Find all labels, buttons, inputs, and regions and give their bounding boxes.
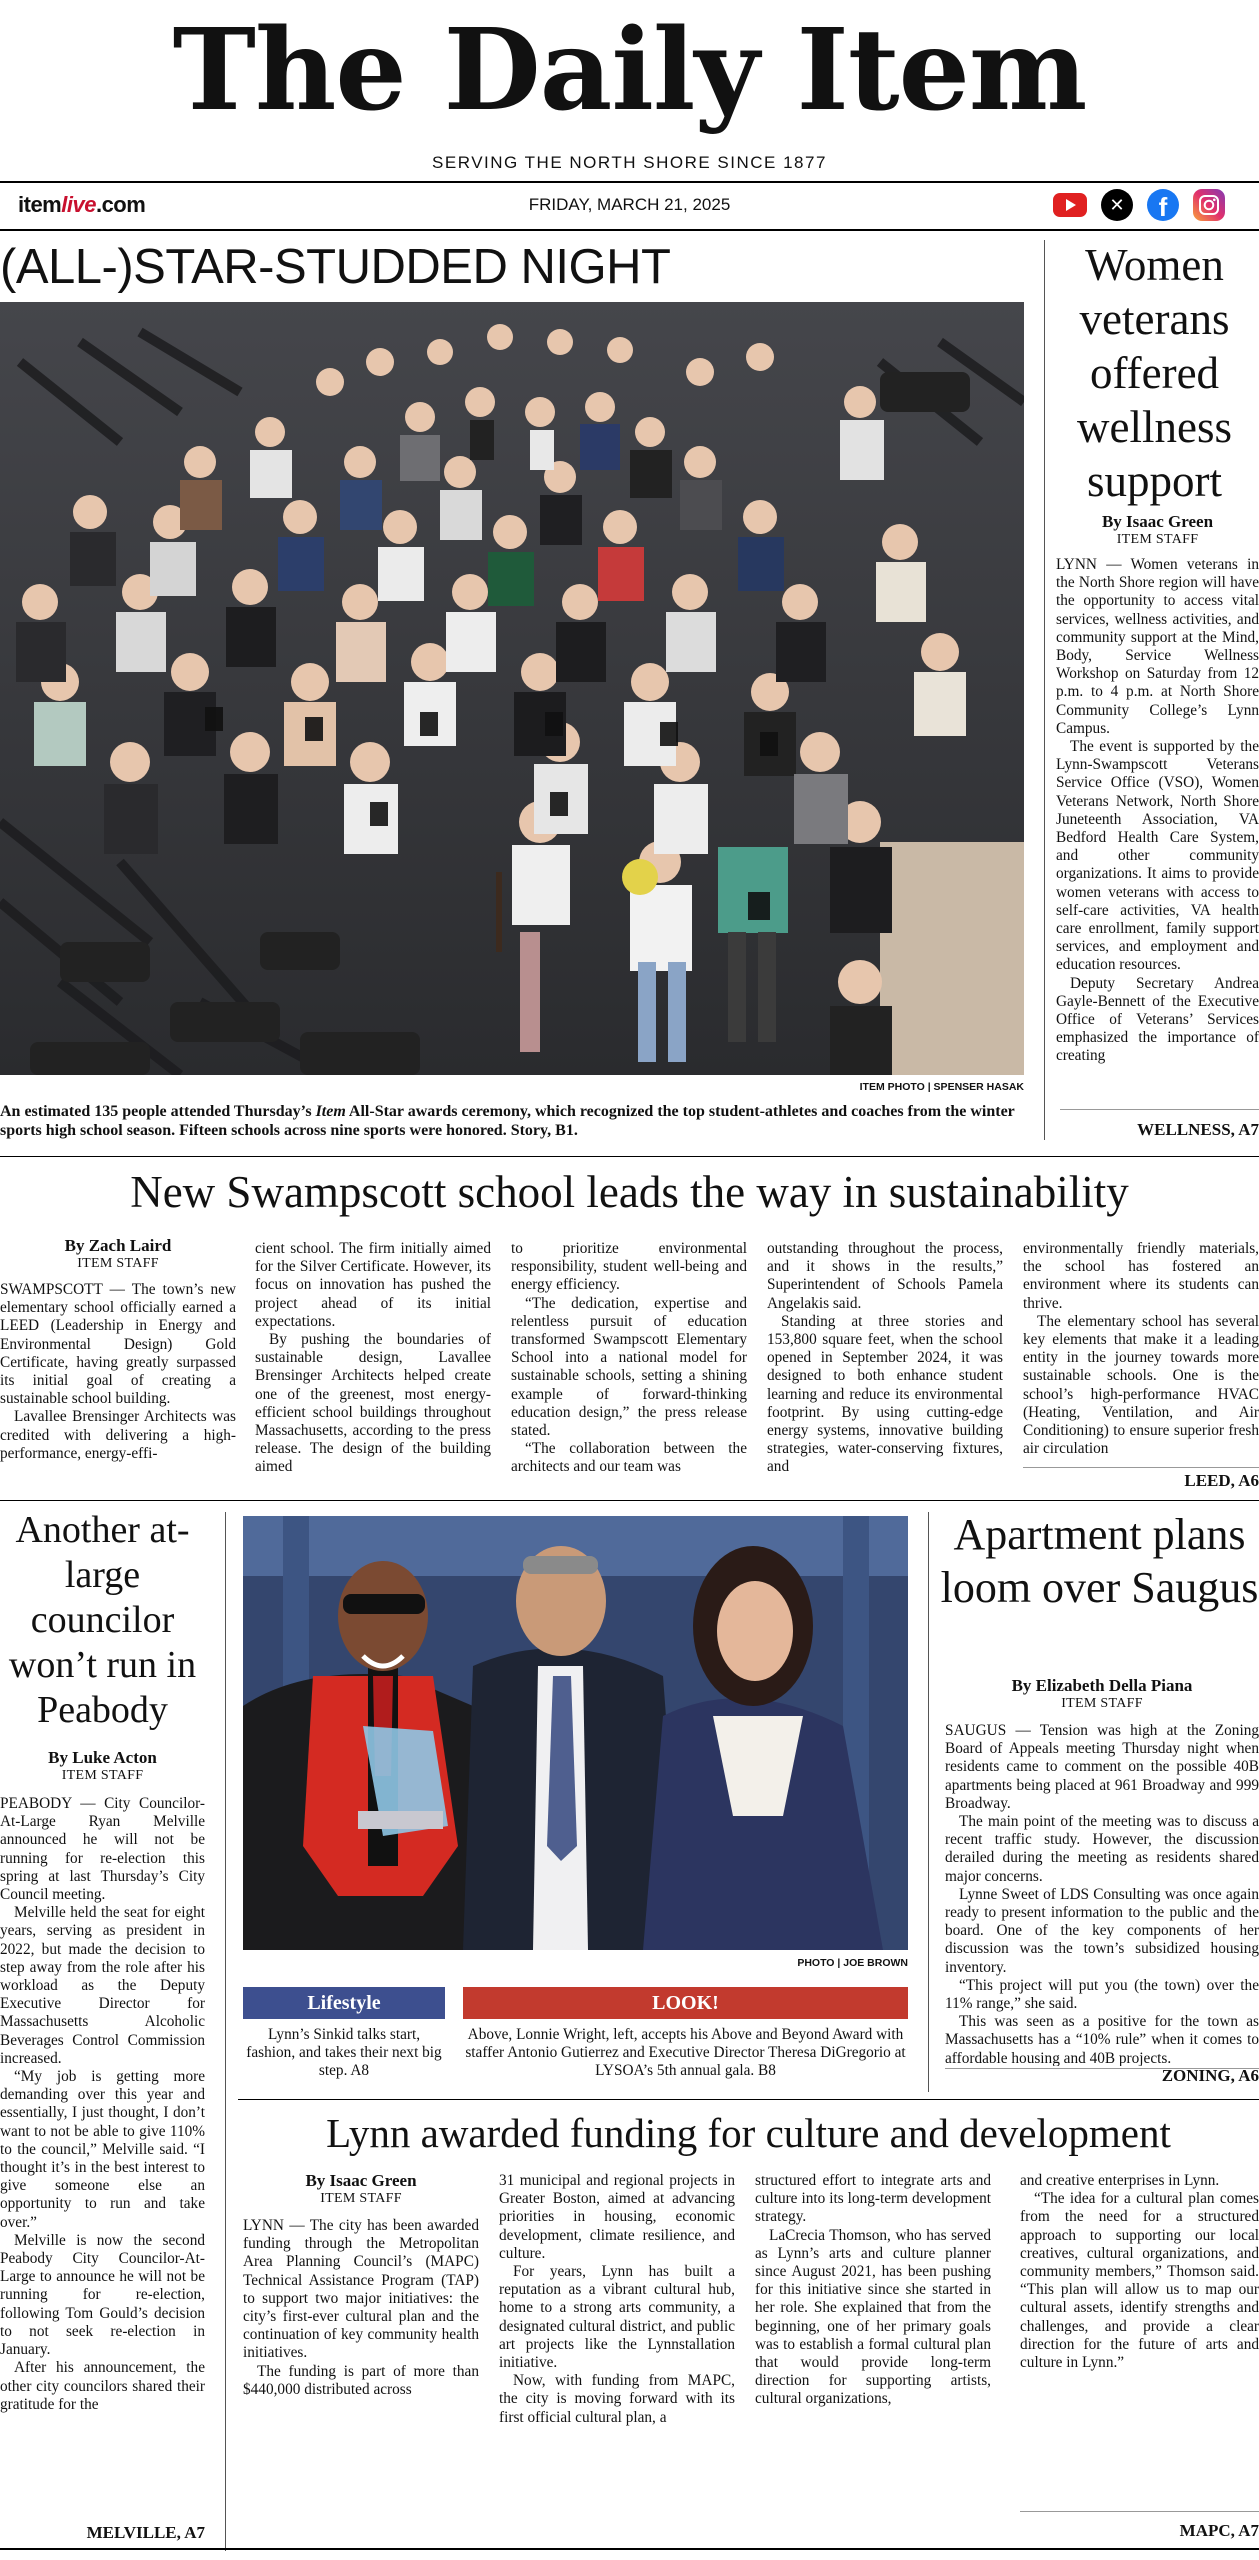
look-promo-label[interactable]: LOOK! — [463, 1987, 908, 2019]
lynn-col2: 31 municipal and regional projects in Greater Boston, aimed at advancing priorities in housing, economic development, climate resilience, and culture. For years, Lynn has built a reputation as a vibrant cultural hub, home to a strong arts community, a designated cultural district, and public art projects like the Lynnstallation initiative. Now, with funding from MAPC, the city is moving forward with its first official cultural plan, a — [499, 2172, 735, 2426]
lynn-byline: By Isaac Green ITEM STAFF — [305, 2171, 417, 2206]
swampscott-col2: cient school. The firm initially aimed for the Silver Certificate. However, its focus on innovation has pushed the project ahead of its initial expectations. By pushing the boundaries of sustainable design, Lavallee Brensinger Architects helped create one of the greenest, most energy-efficient school buildings throughout Massachusetts, according to the press release. The design of the building aimed — [255, 1240, 491, 1476]
saugus-jump[interactable]: ZONING, A6 — [1161, 2066, 1259, 2085]
masthead-tagline: SERVING THE NORTH SHORE SINCE 1877 — [432, 153, 827, 172]
instagram-icon[interactable] — [1193, 189, 1225, 221]
lynn-headline: Lynn awarded funding for culture and development — [326, 2110, 1171, 2156]
issue-date: FRIDAY, MARCH 21, 2025 — [528, 195, 731, 214]
swampscott-col4: outstanding throughout the process, and it shows in the results,” Superintendent of Schools Pamela Angelakis said. Standing at three stories and 153,800 square feet, when the school opened in September 2024, it was designed to both enhance student learning and reduce its environmental footprint. By using cutting-edge energy systems, innovative building strategies, water-conserving fixtures, and — [767, 1240, 1003, 1476]
swampscott-col5: environmentally friendly materials, the school has fostered an environment where its students can thrive. The elementary school has several key elements that make it a leading entity in the journey towards more sustainable schools. One is the school’s high-performance HVAC (Heating, Ventilation, and Air Conditioning) to ensure superior fresh air circulation — [1023, 1240, 1259, 1458]
lifestyle-promo-text[interactable]: Lynn’s Sinkid talks start, fashion, and takes their next big step. A8 — [246, 2026, 442, 2079]
peabody-byline: By Luke Acton ITEM STAFF — [48, 1748, 157, 1783]
lead-photo-credit: ITEM PHOTO | SPENSER HASAK — [859, 1081, 1024, 1093]
lynn-col1: LYNN — The city has been awarded funding through the Metropolitan Area Planning Council’s (MAPC) Technical Assistance Program (TAP) to support two major initiatives: the city’s first-ever cultural plan and the continuation of key community health initiatives. The funding is part of more than $440,000 distributed across — [243, 2217, 479, 2398]
lifestyle-promo-label[interactable]: Lifestyle — [243, 1987, 445, 2019]
lynn-col4: and creative enterprises in Lynn. “The idea for a cultural plan comes from the need for a structured approach to supporting our local creatives, cultural organizations, and community members,” Thomson said. “This plan will allow us to map our cultural assets, identify strengths and challenges, and provide a clear direction for the future of arts and culture in Lynn.” — [1020, 2172, 1259, 2372]
x-icon[interactable]: ✕ — [1101, 189, 1133, 221]
saugus-headline: Apartment plans loom over Saugus — [940, 1510, 1259, 1612]
peabody-jump[interactable]: MELVILLE, A7 — [86, 2523, 205, 2542]
lead-headline: (ALL-)STAR-STUDDED NIGHT — [0, 240, 671, 294]
lead-photo — [0, 302, 1024, 1075]
swampscott-jump[interactable]: LEED, A6 — [1184, 1471, 1259, 1490]
swampscott-byline: By Zach Laird ITEM STAFF — [64, 1236, 172, 1271]
swampscott-col3: to prioritize environmental responsibility, student well-being and energy efficiency. “The dedication, expertise and relentless pursuit of education transformed Swampscott Elementary School into a national model for sustainable schools, setting a shining example of forward-thinking education design,” the press release stated. “The collaboration between the architects and our team was — [511, 1240, 747, 1476]
lynn-jump[interactable]: MAPC, A7 — [1179, 2521, 1259, 2540]
saugus-body: SAUGUS — Tension was high at the Zoning Board of Appeals meeting Thursday night when residents came to comment on the possible 40B apartments being placed at 961 Broadway and 999 Broadway. The main point of the meeting was to discuss a recent traffic study. However, the discussion derailed during the meeting as residents shared major concerns. Lynne Sweet of LDS Consulting was once again ready to present information to the public and the board. One of the key components of her discussion was the town’s subsidized housing inventory. “This project will put you (the town) over the 11% range,” she said. This was seen as a positive for the town as Massachusetts has a “10% rule” when it comes to affordable housing and 40B projects. — [945, 1722, 1259, 2066]
lynn-col3: structured effort to integrate arts and culture into its long-term development strategy. LaCrecia Thomson, who has served as Lynn’s arts and culture planner since August 2021, has been pushing for this initiative since she started in her role. She explained that from the beginning, one of her primary goals was to establish a formal cultural plan that would provide long-term direction for supporting artists, cultural organizations, — [755, 2172, 991, 2408]
look-promo-text[interactable]: Above, Lonnie Wright, left, accepts his Above and Beyond Award with staffer Antonio Gutierrez and Executive Director Theresa DiGregorio at LYSOA’s 5th annual gala. B8 — [465, 2026, 906, 2079]
peabody-body: PEABODY — City Councilor-At-Large Ryan Melville announced he will not be running for re-election this spring at last Thursday’s City Council meeting. Melville held the seat for eight years, serving as president in 2022, but made the decision to step away from the role after his workload as the Deputy Executive Director for Massachusetts Alcoholic Beverages Control Commission increased. “My job is getting more demanding over this year and essentially, I just thought, I don’t want to not be able to give 110% to the council,” Melville said. “I thought it’s in the best interest to give someone else an opportunity to run and take over.” Melville is now the second Peabody City Councilor-At-Large to announce he will not be running for re-election, following Tom Gould’s decision to not seek re-election in January. After his announcement, the other city councilors shared their gratitude for the — [0, 1795, 205, 2413]
gala-photo-credit: PHOTO | JOE BROWN — [797, 1957, 908, 1969]
social-icons — [1053, 188, 1243, 222]
swampscott-col1: SWAMPSCOTT — The town’s new elementary school officially earned a LEED (Leadership in Energy and Environmental Design) Gold Certificate, having greatly surpassed its initial goal of creating a sustainable school building. Lavallee Brensinger Architects was credited with delivering a high-performance, energy-effi- — [0, 1281, 236, 1462]
barcode-left — [0, 2438, 1, 2439]
veterans-byline: By Isaac Green ITEM STAFF — [1101, 512, 1214, 547]
swampscott-headline: New Swampscott school leads the way in sustainability — [130, 1167, 1129, 1217]
lead-caption: An estimated 135 people attended Thursday’s Item All-Star awards ceremony, which recognized the top student-athletes and coaches from the winter sports high school season. Fifteen schools across nine sports were honored. Story, B1. — [0, 1103, 1015, 1139]
peabody-headline: Another at-large councilor won’t run in Peabody — [8, 1509, 197, 1731]
youtube-icon[interactable] — [1053, 193, 1087, 217]
footer-strip — [0, 2438, 1, 2439]
masthead-title: The Daily Item — [172, 5, 1087, 136]
site-logo[interactable]: itemlive.com — [18, 192, 146, 217]
veterans-headline: Women veterans offered wellness support — [1077, 240, 1232, 506]
veterans-body: LYNN — Women veterans in the North Shore region will have the opportunity to access vital services, wellness activities, and community support at the Mind, Body, Service Wellness Workshop on Saturday from 12 p.m. to 4 p.m. at North Shore Community College’s Lynn Campus. The event is supported by the Lynn-Swampscott Veterans Service Office (VSO), Women Veterans Network, North Shore Juneteenth Association, VA Bedford Health Care System, and other community organizations. It aims to provide women veterans with access to self-care activities, VA health care enrollment, family support services, and employment and education resources. Deputy Secretary Andrea Gayle-Bennett of the Executive Office of Veterans’ Services emphasized the importance of creating — [1056, 556, 1259, 1065]
facebook-icon[interactable]: f — [1147, 189, 1179, 221]
veterans-jump[interactable]: WELLNESS, A7 — [1137, 1120, 1259, 1139]
gala-photo — [243, 1516, 908, 1950]
footer — [0, 2551, 1259, 2560]
saugus-byline: By Elizabeth Della Piana ITEM STAFF — [1011, 1676, 1193, 1711]
